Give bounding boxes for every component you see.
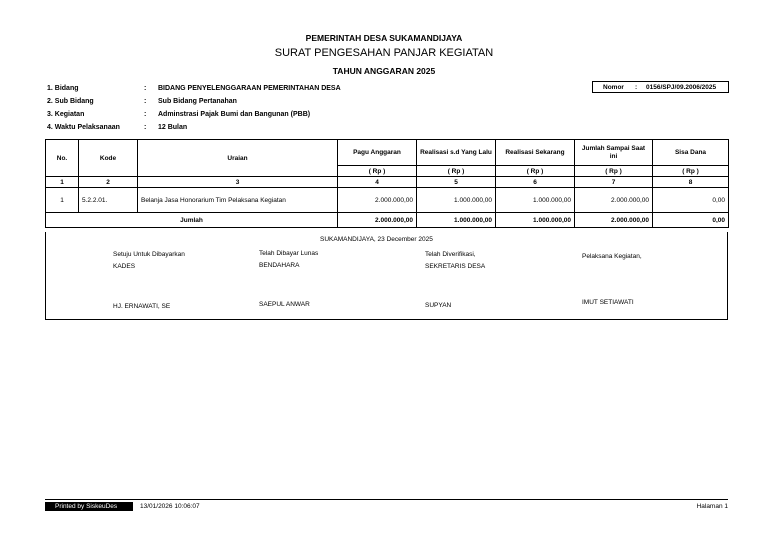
total-sampai: 2.000.000,00	[575, 213, 653, 228]
col-number: 3	[138, 177, 338, 188]
info-label: 2. Sub Bidang	[47, 98, 94, 105]
info-label: 3. Kegiatan	[47, 111, 85, 118]
info-colon: :	[144, 85, 147, 92]
print-timestamp: 13/01/2026 10:06:07	[140, 503, 200, 510]
sig-kades-name: HJ. ERNAWATI, SE	[113, 303, 171, 310]
table-total-row	[46, 213, 729, 228]
sig-kades-title: KADES	[113, 263, 136, 270]
unit-label: ( Rp )	[575, 166, 653, 177]
col-number: 2	[79, 177, 138, 188]
table-row	[46, 188, 729, 213]
col-number: 7	[575, 177, 653, 188]
col-number: 6	[496, 177, 575, 188]
col-header-sampai: Jumlah Sampai Saat ini	[575, 140, 653, 166]
col-header-uraian: Uraian	[138, 140, 338, 177]
cell-pagu: 2.000.000,00	[338, 188, 417, 213]
total-label: Jumlah	[46, 213, 338, 228]
info-value: BIDANG PENYELENGGARAAN PEMERINTAHAN DESA	[158, 85, 341, 92]
sig-pelaksana-caption: Pelaksana Kegiatan,	[582, 253, 642, 260]
page-number: Halaman 1	[696, 503, 728, 510]
unit-label: ( Rp )	[496, 166, 575, 177]
info-label: 4. Waktu Pelaksanaan	[47, 124, 120, 131]
sig-bendahara-name: SAEPUL ANWAR	[259, 301, 310, 308]
sig-pelaksana-name: IMUT SETIAWATI	[582, 299, 634, 306]
spj-table	[45, 139, 729, 228]
sig-sekdes-title: SEKRETARIS DESA	[425, 263, 486, 270]
sig-bendahara-title: BENDAHARA	[259, 262, 300, 269]
cell-kode: 5.2.2.01.	[79, 188, 138, 213]
info-label: 1. Bidang	[47, 85, 79, 92]
sig-sekdes-caption: Telah Diverifikasi,	[425, 251, 476, 258]
fiscal-year: TAHUN ANGGARAN 2025	[332, 66, 436, 76]
total-sekarang: 1.000.000,00	[496, 213, 575, 228]
col-number: 1	[46, 177, 79, 188]
printed-by-badge: Printed by SiskeuDes	[45, 502, 133, 511]
info-colon: :	[144, 124, 147, 131]
info-colon: :	[144, 98, 147, 105]
table-colnum-row	[46, 177, 729, 188]
nomor-value: 0156/SPJ/09.2006/2025	[646, 84, 717, 91]
col-number: 4	[338, 177, 417, 188]
nomor-label: Nomor	[603, 84, 624, 91]
cell-sampai: 2.000.000,00	[575, 188, 653, 213]
sig-sekdes-name: SUPYAN	[425, 302, 452, 309]
cell-sisa: 0,00	[653, 188, 729, 213]
col-header-sekarang: Realisasi Sekarang	[496, 140, 575, 166]
place-date: SUKAMANDIJAYA, 23 December 2025	[320, 236, 433, 243]
col-header-kode: Kode	[79, 140, 138, 177]
col-number: 8	[653, 177, 729, 188]
document-title: SURAT PENGESAHAN PANJAR KEGIATAN	[274, 47, 494, 59]
table-header-row	[46, 140, 729, 166]
total-sisa: 0,00	[653, 213, 729, 228]
unit-label: ( Rp )	[417, 166, 496, 177]
signature-block	[45, 232, 728, 320]
government-title: PEMERINTAH DESA SUKAMANDIJAYA	[305, 33, 463, 43]
cell-no: 1	[46, 188, 79, 213]
cell-uraian: Belanja Jasa Honorarium Tim Pelaksana Kegiatan	[138, 188, 338, 213]
col-header-lalu: Realisasi s.d Yang Lalu	[417, 140, 496, 166]
nomor-colon: :	[635, 84, 638, 91]
unit-label: ( Rp )	[338, 166, 417, 177]
col-number: 5	[417, 177, 496, 188]
total-lalu: 1.000.000,00	[417, 213, 496, 228]
col-header-no: No.	[46, 140, 79, 177]
info-value: Sub Bidang Pertanahan	[158, 98, 237, 105]
cell-lalu: 1.000.000,00	[417, 188, 496, 213]
info-value: 12 Bulan	[158, 124, 188, 131]
cell-sekarang: 1.000.000,00	[496, 188, 575, 213]
info-value: Adminstrasi Pajak Bumi dan Bangunan (PBB)	[158, 111, 311, 118]
col-header-sisa: Sisa Dana	[653, 140, 729, 166]
nomor-box	[592, 81, 729, 93]
info-colon: :	[144, 111, 147, 118]
sig-kades-caption: Setuju Untuk Dibayarkan	[113, 251, 185, 258]
sig-bendahara-caption: Telah Dibayar Lunas	[259, 250, 319, 257]
unit-label: ( Rp )	[653, 166, 729, 177]
total-pagu: 2.000.000,00	[338, 213, 417, 228]
col-header-pagu: Pagu Anggaran	[338, 140, 417, 166]
footer-rule	[45, 499, 728, 500]
